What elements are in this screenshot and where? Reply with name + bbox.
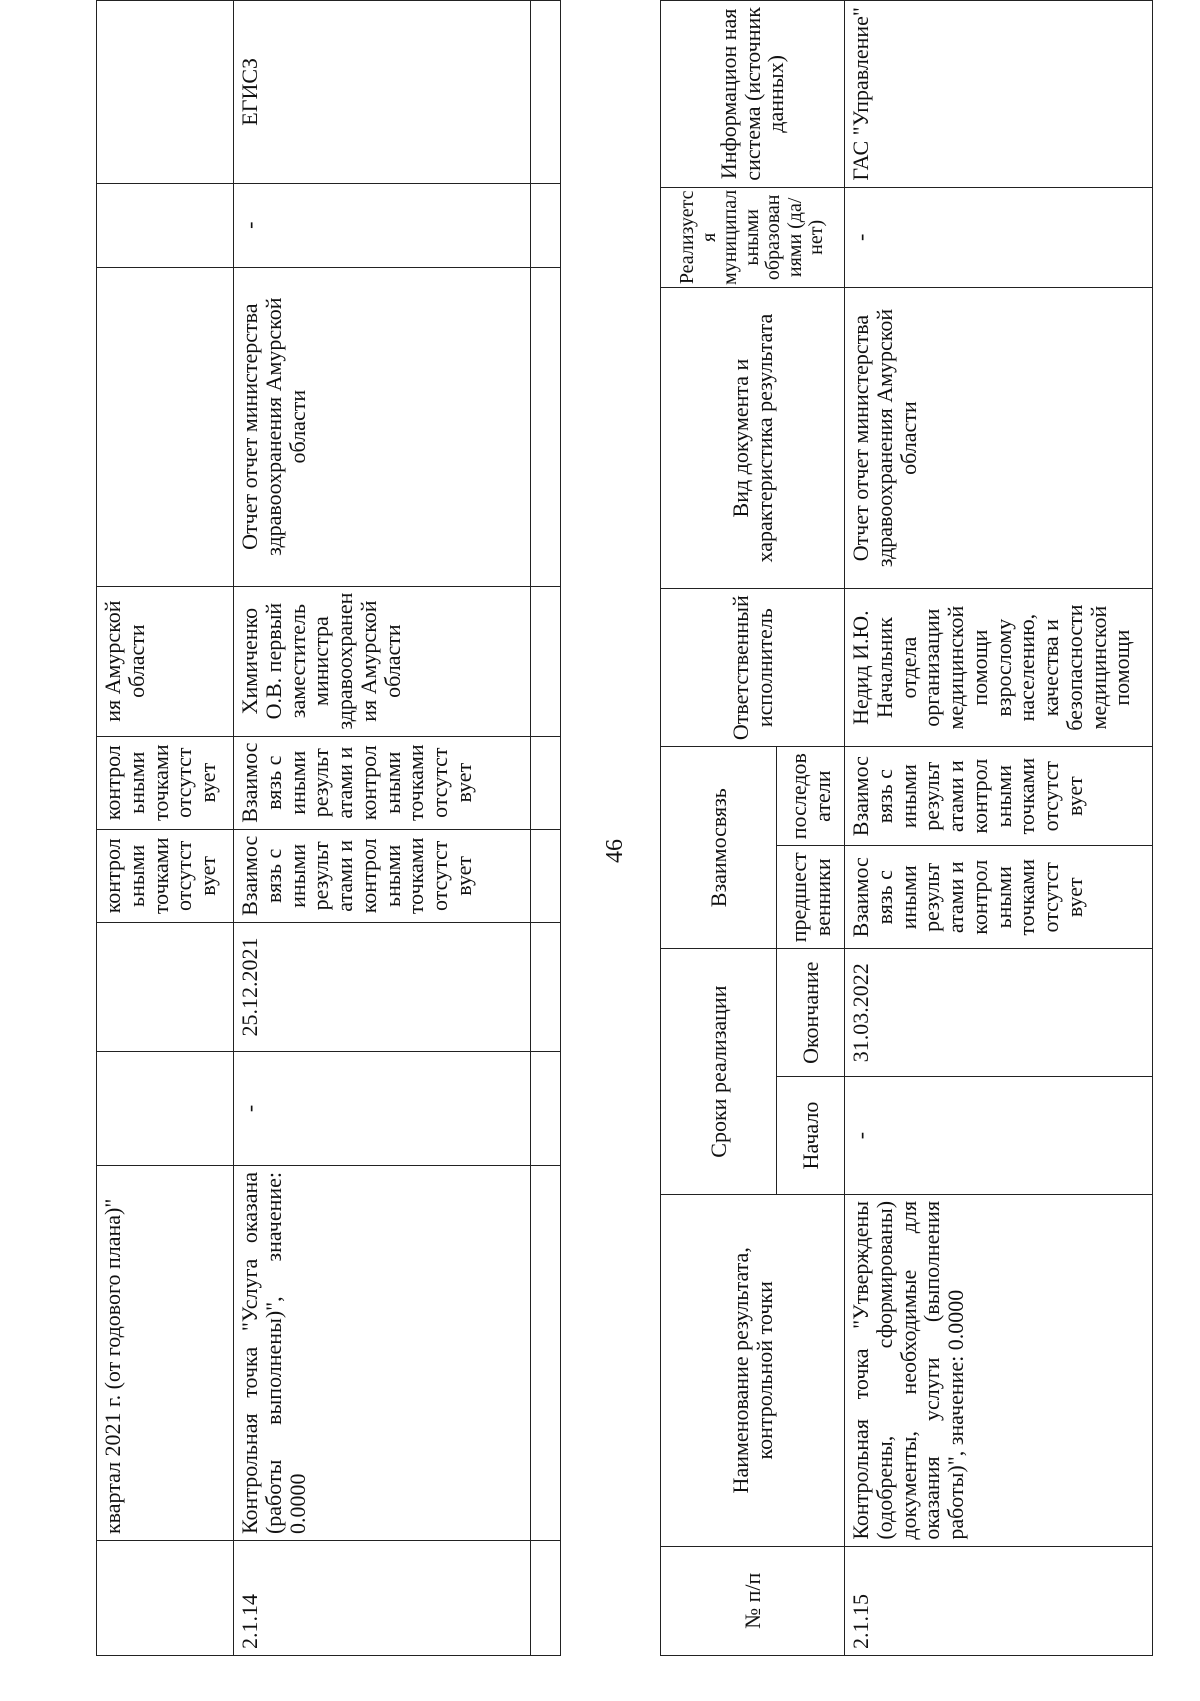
header-doc: Вид документа и характеристика результата bbox=[661, 287, 845, 588]
row-system: ГАС "Управление" bbox=[845, 1, 1153, 188]
header-row bbox=[661, 1, 777, 1656]
header-terms: Сроки реализации bbox=[661, 949, 777, 1195]
carry-name-cell: квартал 2021 г. (от годового плана)" bbox=[97, 1165, 234, 1540]
header-post: последов атели bbox=[777, 747, 845, 846]
table-row bbox=[845, 1, 1153, 1656]
row-start: - bbox=[234, 1051, 531, 1165]
header-exec: Ответственный исполнитель bbox=[661, 589, 845, 747]
carry-exec-cell: ия Амурской области bbox=[97, 586, 234, 736]
row-name: Контрольная точка "Утверждены (одобрены, сформированы) документы, необходимые для оказания услуги (выполнения работы)", значение: 0.0000 bbox=[845, 1194, 1153, 1546]
header-muni: Реализуетс я муниципал ьными образован иями (да/нет) bbox=[661, 187, 845, 287]
row-muni: - bbox=[845, 187, 1153, 287]
row-exec: Недид И.Ю. Начальник отдела организации медицинской помощи взрослому населению, качества и безопасности медицинской помощи bbox=[845, 589, 1153, 747]
row-number: 2.1.14 bbox=[234, 1541, 531, 1656]
row-number: 2.1.15 bbox=[845, 1546, 1153, 1655]
header-num: № п/п bbox=[661, 1546, 845, 1655]
row-pred: Взаимос вязь с иными результ атами и контрол ьными точками отсутст вует bbox=[845, 846, 1153, 949]
header-name: Наименование результата, контрольной точки bbox=[661, 1194, 845, 1546]
carry-pred-cell: контрол ьными точками отсутст вует bbox=[97, 829, 234, 922]
header-end: Окончание bbox=[777, 949, 845, 1077]
row-muni: - bbox=[234, 183, 531, 267]
row-system: ЕГИСЗ bbox=[234, 1, 531, 184]
row-post: Взаимос вязь с иными результ атами и контрол ьными точками отсутст вует bbox=[845, 747, 1153, 846]
row-end: 25.12.2021 bbox=[234, 922, 531, 1051]
header-link: Взаимосвязь bbox=[661, 747, 777, 949]
row-doc: Отчет отчет министерства здравоохранения Амурской области bbox=[234, 267, 531, 586]
header-system: Информацион ная система (источник данных) bbox=[661, 1, 845, 188]
row-pred: Взаимос вязь с иными результ атами и контрол ьными точками отсутст вует bbox=[234, 829, 531, 922]
row-exec: Химиченко О.В. первый заместитель министра здравоохранен ия Амурской области bbox=[234, 586, 531, 736]
row-post: Взаимос вязь с иными результ атами и контрол ьными точками отсутст вует bbox=[234, 736, 531, 829]
table-row bbox=[97, 1, 234, 1656]
row-name: Контрольная точка "Услуга оказана (работы выполнены)", значение: 0.0000 bbox=[234, 1165, 531, 1540]
carry-post-cell: контрол ьными точками отсутст вует bbox=[97, 736, 234, 829]
page-number: 46 bbox=[602, 839, 628, 863]
bottom-table bbox=[660, 0, 1153, 1656]
row-doc: Отчет отчет министерства здравоохранения Амурской области bbox=[845, 287, 1153, 588]
header-pred: предшест венники bbox=[777, 846, 845, 949]
row-end: 31.03.2022 bbox=[845, 949, 1153, 1077]
row-start: - bbox=[845, 1077, 1153, 1195]
table-row bbox=[531, 1, 561, 1656]
table-row bbox=[234, 1, 531, 1656]
top-table bbox=[96, 0, 561, 1656]
header-start: Начало bbox=[777, 1077, 845, 1195]
